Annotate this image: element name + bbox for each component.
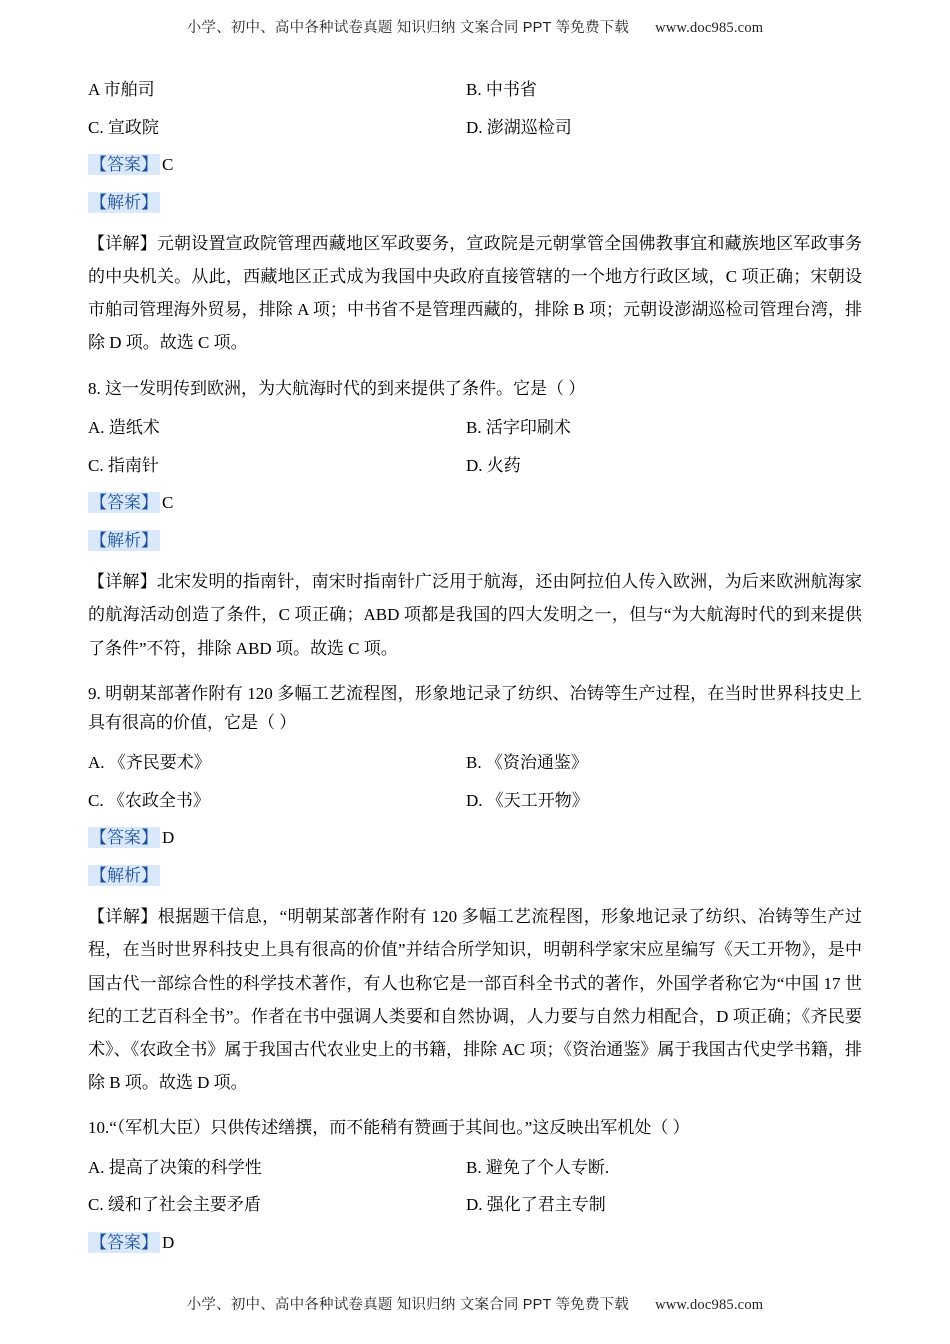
option-b: B. 避免了个人专断.	[466, 1157, 610, 1177]
answer-label: 【答案】	[90, 1232, 158, 1252]
question-block-7	[88, 77, 862, 360]
option-row	[88, 750, 862, 776]
answer-value: C	[162, 493, 174, 513]
option-d: D. 澎湖巡检司	[466, 117, 572, 137]
detail-paragraph	[88, 227, 862, 360]
option-b: B. 中书省	[466, 80, 537, 99]
question-block-8	[88, 374, 862, 665]
footer-site-url: www.doc985.com	[655, 1297, 764, 1314]
option-d: D. 强化了君主专制	[466, 1195, 606, 1215]
detail-paragraph	[88, 900, 862, 1099]
question-stem: 9. 明朝某部著作附有 120 多幅工艺流程图，形象地记录了纺织、冶铸等生产过程，在当时世界科技史上具有很高的价值，它是（ ）	[88, 683, 862, 733]
footer-promo-text: 小学、初中、高中各种试卷真题 知识归纳 文案合同 PPT 等免费下载	[186, 1297, 630, 1314]
question-stem: 10.“（军机大臣）只供传述缮撰，而不能稍有赞画于其间也。”这反映出军机处（ ）	[88, 1118, 690, 1138]
analysis-line	[88, 863, 862, 889]
document-content	[88, 43, 862, 1255]
option-d: D. 《天工开物》	[466, 790, 589, 810]
answer-value: D	[162, 828, 175, 848]
option-c: C. 宣政院	[88, 117, 159, 137]
detail-label: 【详解】	[88, 907, 158, 927]
detail-label: 【详解】	[88, 234, 157, 253]
page-footer	[88, 1267, 862, 1332]
option-row	[88, 1192, 862, 1218]
detail-text: 元朝设置宣政院管理西藏地区军政要务，宣政院是元朝掌管全国佛教事宜和藏族地区军政事务的中央机关。从此，西藏地区正式成为我国中央政府直接管辖的一个地方行政区域，C 项正确；宋朝设市舶司管理海外贸易，排除 A 项；中书省不是管理西藏的，排除 B 项；元朝设澎湖巡检司管理台湾，排除 D 项。故选 C 项。	[88, 234, 863, 353]
header-site-url: www.doc985.com	[655, 20, 764, 36]
page-header	[88, 0, 862, 43]
analysis-label: 【解析】	[90, 865, 158, 885]
option-b: B. 活字印刷术	[466, 418, 571, 438]
option-row	[88, 415, 862, 441]
option-b: B. 《资治通鉴》	[466, 753, 588, 773]
option-c: C. 《农政全书》	[88, 790, 210, 810]
detail-label: 【详解】	[88, 572, 157, 592]
option-a: A. 造纸术	[88, 418, 160, 438]
answer-label: 【答案】	[90, 155, 158, 174]
answer-line	[88, 1230, 862, 1256]
option-row	[88, 788, 862, 814]
answer-line	[88, 825, 862, 851]
detail-paragraph	[88, 565, 862, 664]
option-a: A. 《齐民要术》	[88, 753, 211, 773]
option-row	[88, 453, 862, 479]
option-a: A. 提高了决策的科学性	[88, 1157, 262, 1177]
option-row	[88, 1155, 862, 1181]
option-a: A 市舶司	[88, 80, 155, 99]
question-block-10	[88, 1113, 862, 1255]
analysis-label: 【解析】	[90, 530, 158, 550]
answer-line	[88, 490, 862, 516]
answer-label: 【答案】	[90, 828, 158, 848]
answer-value: D	[162, 1232, 175, 1252]
option-row	[88, 77, 862, 103]
answer-value: C	[162, 155, 174, 174]
analysis-line	[88, 190, 862, 216]
answer-line	[88, 152, 862, 178]
detail-text: 北宋发明的指南针，南宋时指南针广泛用于航海，还由阿拉伯人传入欧洲，为后来欧洲航海家的航海活动创造了条件，C 项正确；ABD 项都是我国的四大发明之一，但与“为大航海时代的到来提供了条件”不符，排除 ABD 项。故选 C 项。	[88, 572, 863, 658]
analysis-line	[88, 528, 862, 554]
option-row	[88, 115, 862, 141]
analysis-label: 【解析】	[90, 192, 158, 212]
answer-label: 【答案】	[90, 493, 158, 513]
question-stem: 8. 这一发明传到欧洲，为大航海时代的到来提供了条件。它是（ ）	[88, 378, 586, 398]
header-promo-text: 小学、初中、高中各种试卷真题 知识归纳 文案合同 PPT 等免费下载	[186, 20, 630, 36]
option-c: C. 指南针	[88, 455, 159, 475]
option-d: D. 火药	[466, 455, 521, 475]
question-block-9	[88, 679, 862, 1099]
detail-text: 根据题干信息，“明朝某部著作附有 120 多幅工艺流程图，形象地记录了纺织、冶铸等生产过程，在当时世界科技史上具有很高的价值”并结合所学知识，明朝科学家宋应星编写《天工开物》，是中国古代一部综合性的科学技术著作，有人也称它是一部百科全书式的著作，外国学者称它为“中国 17 世纪的工艺百科全书”。作者在书中强调人类要和自然协调，人力要与自然力相配合，D 项正确；《齐民要术》、《农政全书》属于我国古代农业史上的书籍，排除 AC 项；《资治通鉴》属于我国古代史学书籍，排除 B 项。故选 D 项。	[88, 907, 863, 1092]
option-c: C. 缓和了社会主要矛盾	[88, 1195, 261, 1215]
